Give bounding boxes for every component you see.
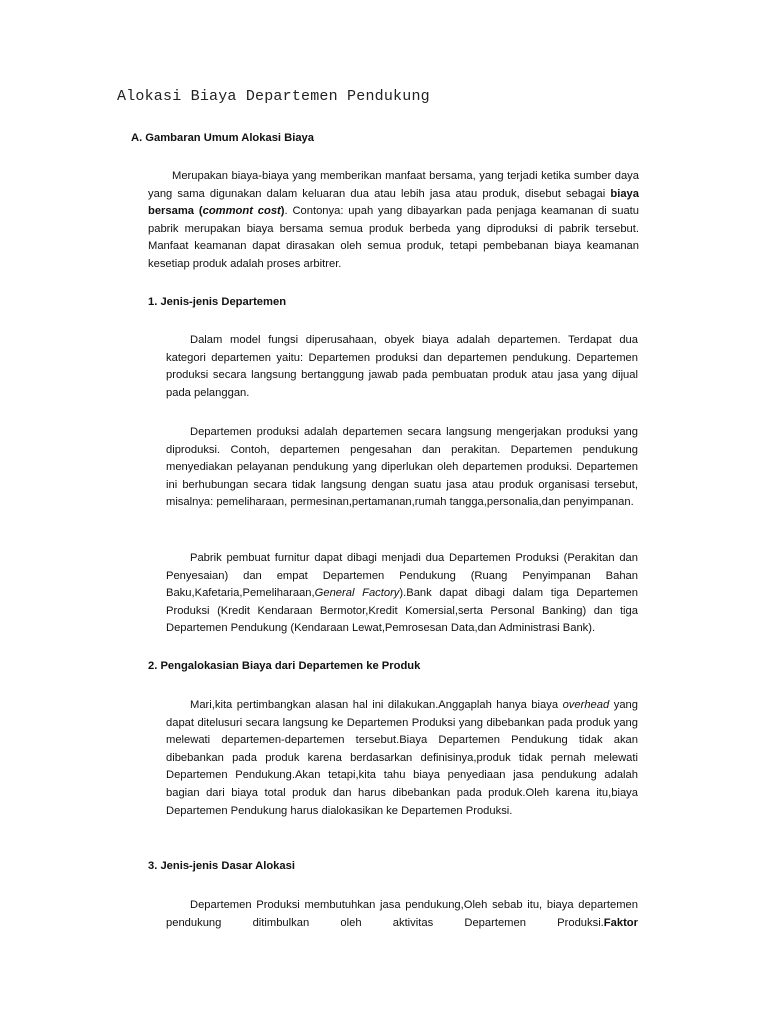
section-a-paragraph xyxy=(148,168,639,274)
section-1-heading: 1. Jenis-jenis Departemen xyxy=(148,296,287,308)
section-2-paragraph xyxy=(166,697,638,820)
section-1-paragraph-3 xyxy=(166,550,638,638)
document-title: Alokasi Biaya Departemen Pendukung xyxy=(117,88,430,105)
section-a-bold-term: biaya bersama ( xyxy=(148,187,639,218)
section-3-heading: 3. Jenis-jenis Dasar Alokasi xyxy=(148,860,295,872)
section-a-heading: A. Gambaran Umum Alokasi Biaya xyxy=(131,132,314,144)
section-2-text-2: yang dapat ditelusuri secara langsung ke Departemen Produksi yang dibebankan pada produk yang melewati departemen-departemen tersebut.Biaya Departemen Pendukung tidak akan dibebankan pada produk karena berdasarkan definisinya,produk tidak pernah melewati Departemen Pendukung.Akan tetapi,kita tahu biaya penyediaan jasa pendukung adalah bagian dari biaya total produk dan harus dibebankan pada produk.Oleh karena itu,biaya Departemen Pendukung harus dialokasikan ke Departemen Produksi. xyxy=(166,699,638,817)
section-2-italic: overhead xyxy=(562,699,610,711)
section-1-p3-italic: General Factory xyxy=(314,587,400,600)
section-a-text-1: Merupakan biaya-biaya yang memberikan manfaat bersama, yang terjadi ketika sumber daya yang sama digunakan dalam keluaran dua atau lebih jasa atau produk, disebut sebagai xyxy=(148,170,639,200)
section-3-paragraph xyxy=(166,897,638,932)
section-3-text-1: Departemen Produksi membutuhkan jasa pendukung,Oleh sebab itu, biaya departemen pendukung ditimbulkan oleh aktivitas Departemen Produksi. xyxy=(166,899,638,929)
section-1-p3-text-1: Pabrik pembuat furnitur dapat dibagi menjadi dua Departemen Produksi (Perakitan dan Penyesaian) dan empat Departemen Pendukung (Ruang Penyimpanan Bahan Baku,Kafetaria,Pemeliharaan, xyxy=(166,552,638,600)
section-2-text-1: Mari,kita pertimbangkan alasan hal ini dilakukan.Anggaplah hanya biaya xyxy=(190,699,563,711)
section-a-bold-close: ) xyxy=(280,205,285,218)
section-2-heading: 2. Pengalokasian Biaya dari Departemen ke Produk xyxy=(148,660,421,672)
section-1-paragraph-2: Departemen produksi adalah departemen secara langsung mengerjakan produksi yang diproduksi. Contoh, departemen pengesahan dan perakitan. Departemen pendukung menyediakan pelayanan pendukung yang diperlukan oleh departemen produksi. Departemen ini berhubungan secara tidak langsung dengan suatu jasa atau produk organisasi tersebut, misalnya: pemeliharaan, permesinan,pertamanan,rumah tangga,personalia,dan penyimpanan. xyxy=(166,426,638,509)
section-a-text-2: . Contonya: upah yang dibayarkan pada penjaga keamanan di suatu pabrik merupakan biaya bersama semua produk berbeda yang diproduksi di pabrik tersebut. Manfaat keamanan dapat dirasakan oleh semua produk, tetapi pembebanan biaya keamanan kesetiap produk adalah proses arbitrer. xyxy=(148,205,639,270)
section-1-paragraph-1: Dalam model fungsi diperusahaan, obyek biaya adalah departemen. Terdapat dua kategori departemen yaitu: Departemen produksi dan departemen pendukung. Departemen produksi secara langsung bertanggung jawab pada pembuatan produk atau jasa yang dijual pada pelanggan. xyxy=(166,334,638,399)
section-1-p3-text-2: ).Bank dapat dibagi dalam tiga Departemen Produksi (Kredit Kendaraan Bermotor,Kredit Komersial,serta Personal Banking) dan tiga Departemen Pendukung (Kendaraan Lewat,Pemrosesan Data,dan Administrasi Bank). xyxy=(166,587,638,635)
section-a-bold-italic-term: commont cost xyxy=(202,205,281,218)
section-3-bold: Faktor xyxy=(603,916,638,929)
